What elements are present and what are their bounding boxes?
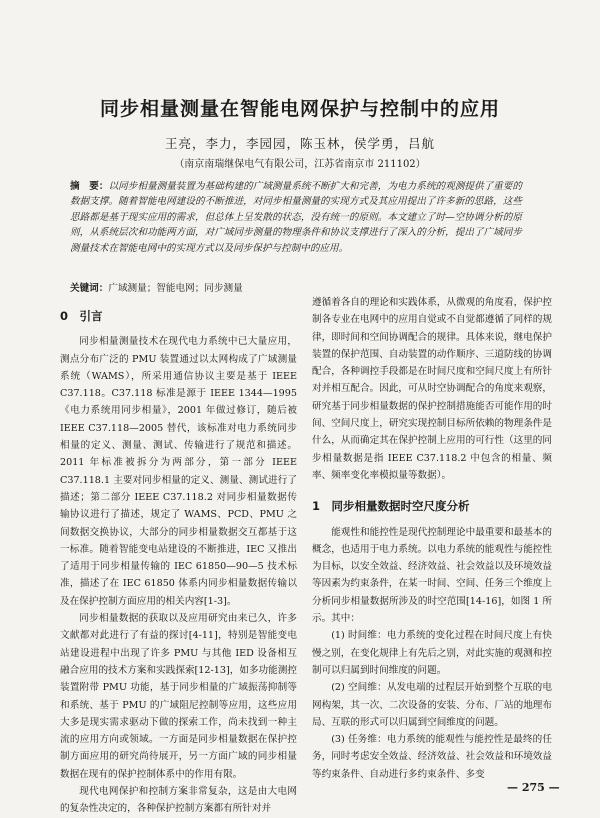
abstract-label: 摘 要： xyxy=(70,181,109,192)
abstract xyxy=(70,179,522,256)
paragraph: 同步相量测量技术在现代电力系统中已大量应用，测点分布广泛的 PMU 装置通过以太网构成了广域测量系统（WAMS），所采用通信协议主要是基于 IEEE C37.118。C37.118 标准是源于 IEEE 1344—1995《电力系统用同步相量》，2001 年做过修订，随后被 IEEE C37.118—2005 替代，该标准对电力系统同步相量的定义、测量、测试、传输进行了规范和描述。2011 年标准被拆分为两部分，第一部分 IEEE C37.118.1 主要对同步相量的定义、测量、测试进行了描述；第二部分 IEEE C37.118.2 对同步相量数据传输协议进行了描述，规定了 WAMS、PCD、PMU 之间数据交换协议，大部分的同步相量数据交互都基于这一标准。随着智能变电站建设的不断推进，IEC 又推出了适用于同步相量传输的 IEC 61850—90—5 技术标准，描述了在 IEC 61850 体系内同步相量数据传输以及在保护控制方面应用的相关内容[1-3]。 xyxy=(60,336,297,607)
paper-title: 同步相量测量在智能电网保护与控制中的应用 xyxy=(99,98,500,120)
right-column xyxy=(312,294,552,783)
paragraph: (1) 时间维：电力系统的变化过程在时间尺度上有快慢之别，在变化规律上有先后之别，对此实施的观测和控制可以归属到时间维度的问题。 xyxy=(312,630,552,676)
left-column xyxy=(60,296,297,818)
paragraph: 现代电网保护和控制方案非常复杂，这是由大电网的复杂性决定的，各种保护控制方案都有所针对并 xyxy=(60,786,297,815)
paragraph: 能观性和能控性是现代控制理论中最重要和最基本的概念，也适用于电力系统。以电力系统的能观性与能控性为目标，以安全效益、经济效益、社会效益以及环境效益等因素为约束条件，在某一时间、空间、任务三个维度上分析同步相量数据所涉及的时空范围[14-16]，如图 1 所示。其中： xyxy=(312,526,552,625)
paragraph: 同步相量数据的获取以及应用研究由来已久，许多文献都对此进行了有益的探讨[4-11]，特别是智能变电站建设进程中出现了许多 PMU 与其他 IED 设备相互融合应用的技术方案和实践探索[12-13]，如多功能测控装置附带 PMU 功能，基于同步相量的广域振荡抑制等和系统、基于 PMU 的广域阻尼控制等应用，这些应用大多是现实需求驱动下做的探索工作，尚未找到一种主流的应用方向或领域。一方面是同步相量数据在保护控制方面应用的研究尚待展开，另一方面广域的同步相量数据在现有的保护控制体系中的作用有限。 xyxy=(60,613,297,780)
keywords-label: 关键词： xyxy=(70,283,109,294)
section-heading-introduction: 0 引言 xyxy=(60,309,103,323)
paragraph: (2) 空间维：从发电端的过程层开始到整个互联的电网构架，其一次、二次设备的安装、分布、厂站的地理布局、互联的形式可以归属到空间维度的问题。 xyxy=(312,682,552,728)
paragraph: 遵循着各自的理论和实践体系，从微观的角度看，保护控制各专业在电网中的应用自觉或不自觉都遵循了同样的规律，即时间和空间协调配合的规律。具体来说，继电保护装置的保护范围、自动装置的动作顺序、三道防线的协调配合，各种调控手段都是在时间尺度和空间尺度上有所针对并相互配合。因此，可从时空协调配合的角度来观察，研究基于同步相量数据的保护控制措施能否可能作用的时间、空间尺度上，研究实现控制目标所依赖的物理条件是什么，从而确定其在保护控制上应用的可行性（这里的同步相量数据是指 IEEE C37.118.2 中包含的相量、频率、频率变化率模拟量等数据）。 xyxy=(312,297,552,481)
abstract-text: 以同步相量测量装置为基础构建的广域测量系统不断扩大和完善，为电力系统的观测提供了重要的数据支撑。随着智能电网建设的不断推进，对同步相量测量的实现方式及其应用提出了许多新的思路，这些思路都是基于现实应用的需求，但总体上呈发散的状态，没有统一的原则。本文建立了时—空协调分析的原则，从系统层次和功能两方面，对广域同步测量的物理条件和协议支撑进行了深入的分析，提出了广域同步测量技术在智能电网中的实现方式以及同步保护与控制中的应用。 xyxy=(70,181,523,254)
section-heading-1: 1 同步相量数据时空尺度分析 xyxy=(312,499,470,514)
paragraph: (3) 任务维：电力系统的能观性与能控性是最终的任务，同时考虑安全效益、经济效益、社会效益和环境效益等约束条件、自动进行多约束条件、多变 xyxy=(312,734,552,780)
page-number: — 275 — xyxy=(507,781,560,794)
author-list: 王亮，李力，李园园，陈玉林，侯学勇，吕航 xyxy=(164,136,435,151)
affiliation: （南京南瑞继保电气有限公司，江苏省南京市 211102） xyxy=(174,159,426,170)
keywords-text: 广域测量；智能电网；同步测量 xyxy=(108,283,243,294)
